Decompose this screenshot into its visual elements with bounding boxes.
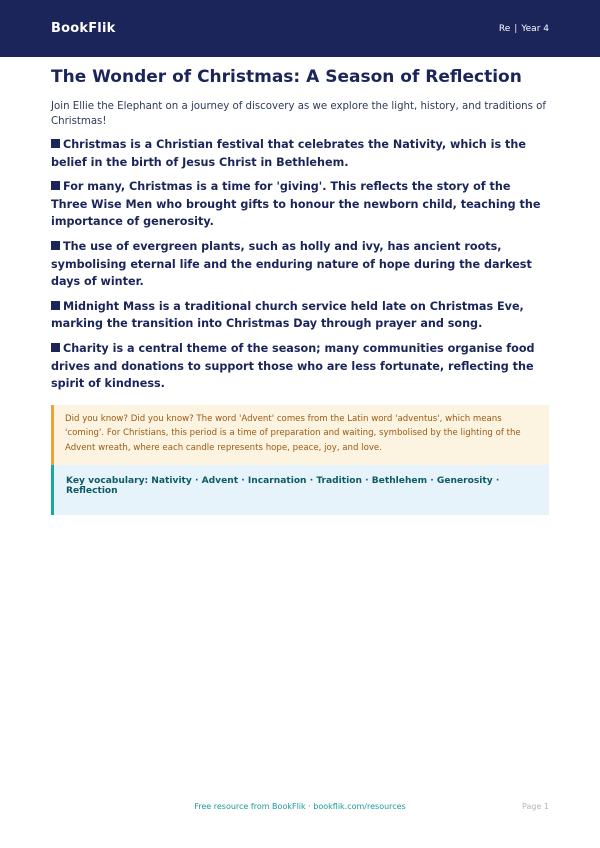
fact-item [51,178,549,231]
brand-logo-text[interactable]: BookFlik [51,21,116,36]
header-bar [0,0,600,57]
intro-text: Join Ellie the Elephant on a journey of discovery as we explore the light, history, and traditions of Christmas! [51,101,547,127]
subject-label: Re [498,23,511,34]
worksheet-content [51,66,549,515]
fact-text: The use of evergreen plants, such as holly and ivy, has ancient roots, symbolising eternal life and the enduring nature of hope during the darkest days of winter. [51,239,532,289]
square-bullet-icon [51,241,60,250]
key-vocabulary-box [51,465,549,515]
fact-item [51,298,549,333]
vocab-text: Key vocabulary: Nativity · Advent · Incarnation · Tradition · Bethlehem · Generosity · Reflection [66,476,500,497]
header-meta [499,24,549,34]
fact-text: Midnight Mass is a traditional church service held late on Christmas Eve, marking the transition into Christmas Day through prayer and song. [51,299,524,331]
fact-list [51,136,549,393]
fact-text: For many, Christmas is a time for 'giving'. This reflects the story of the Three Wise Men who brought gifts to honour the newborn child, teaching the importance of generosity. [51,180,541,229]
fact-item [51,238,549,291]
did-you-know-callout [51,405,549,466]
fact-item [51,136,549,171]
callout-text: Did you know? Did you know? The word 'Advent' comes from the Latin word 'adventus', which means 'coming'. For Christians, this period is a time of preparation and waiting, symbolised by the lighting of the Advent wreath, where each candle represents hope, peace, joy, and love. [65,413,521,453]
footer [0,802,600,816]
square-bullet-icon [51,343,60,352]
square-bullet-icon [51,301,60,310]
year-label: Year 4 [521,23,549,34]
footer-resource-link[interactable]: Free resource from BookFlik · bookflik.com/resources [194,802,406,811]
meta-separator: | [514,23,518,34]
fact-text: Christmas is a Christian festival that celebrates the Nativity, which is the belief in the birth of Jesus Christ in Bethlehem. [51,138,526,169]
fact-text: Charity is a central theme of the season; many communities organise food drives and donations to support those who are less fortunate, reflecting the spirit of kindness. [51,341,535,391]
square-bullet-icon [51,181,60,190]
page-title: The Wonder of Christmas: A Season of Reflection [51,67,522,87]
square-bullet-icon [51,139,60,148]
fact-item [51,340,549,393]
page-number: Page 1 [522,802,549,811]
